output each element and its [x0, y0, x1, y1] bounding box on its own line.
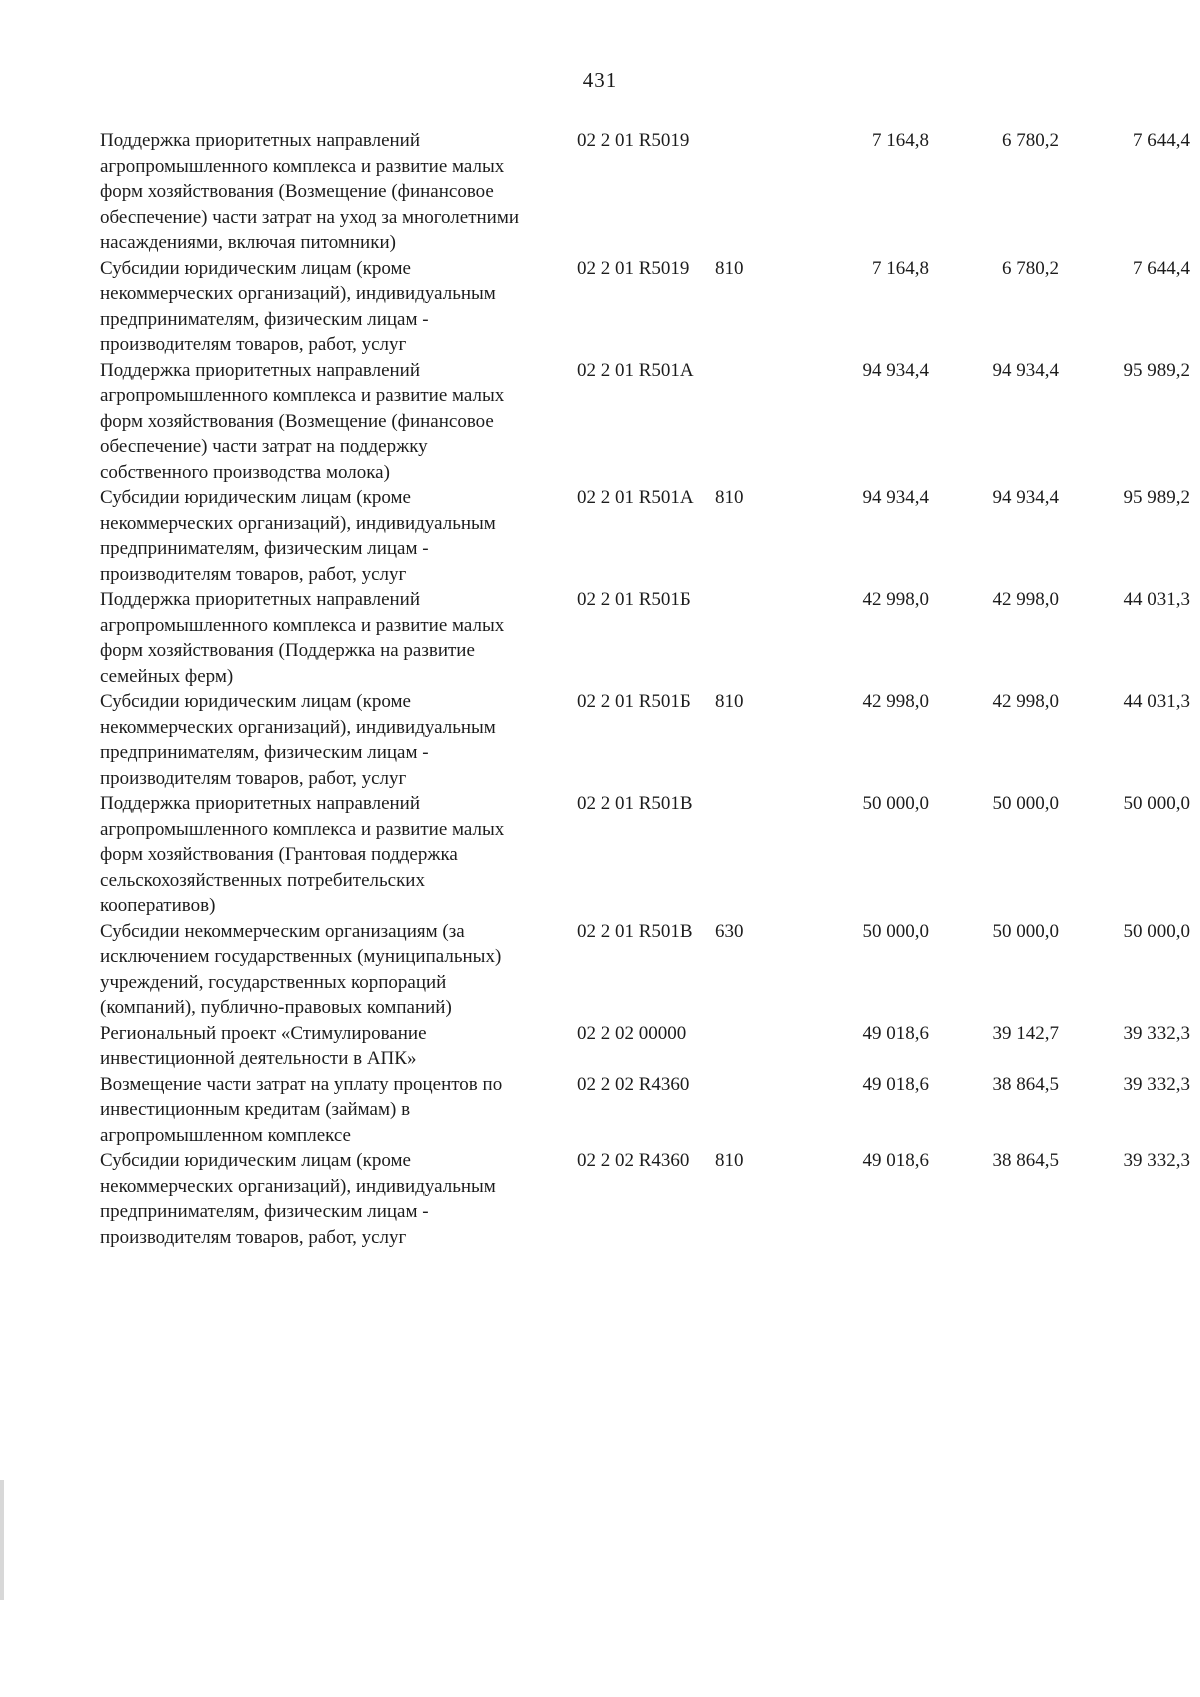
row-value-year-1: 7 164,8 [872, 130, 929, 151]
row-value-year-3: 44 031,3 [1123, 589, 1190, 610]
row-value-year-3: 50 000,0 [1123, 793, 1190, 814]
row-value-year-2: 42 998,0 [992, 589, 1059, 610]
table-row [100, 1072, 1190, 1149]
row-target-code: 02 2 01 R5019 [577, 130, 690, 151]
table-row [100, 485, 1190, 587]
row-value-year-2: 50 000,0 [992, 793, 1059, 814]
row-value-year-2: 39 142,7 [992, 1022, 1059, 1044]
row-description: Субсидии некоммерческим организациям (за исключением государственных (муниципальных) учреждений, государственных корпораций (компаний), публично-правовых компаний) [100, 920, 502, 1018]
row-description: Поддержка приоритетных направлений агропромышленного комплекса и развитие малых форм хозяйствования (Поддержка на развитие семейных ферм) [100, 589, 505, 687]
row-expense-type: 810 [715, 691, 744, 712]
row-value-year-1: 94 934,4 [862, 359, 929, 381]
row-value-year-1: 42 998,0 [862, 589, 929, 610]
row-target-code: 02 2 01 R501Б [577, 589, 691, 610]
row-value-year-2: 42 998,0 [992, 691, 1059, 712]
table-row [100, 256, 1190, 358]
row-target-code: 02 2 01 R501А [577, 359, 694, 381]
row-value-year-2: 94 934,4 [992, 487, 1059, 508]
row-description: Поддержка приоритетных направлений агропромышленного комплекса и развитие малых форм хозяйствования (Грантовая поддержка сельскохозяйственных потребительских кооперативов) [100, 793, 505, 916]
page-number: 431 [582, 68, 618, 92]
row-expense-type: 630 [715, 920, 744, 942]
row-value-year-2: 38 864,5 [992, 1073, 1059, 1095]
row-target-code: 02 2 01 R501А [577, 487, 694, 508]
row-description: Поддержка приоритетных направлений агропромышленного комплекса и развитие малых форм хозяйствования (Возмещение (финансовое обеспечение) части затрат на поддержку собственного производства молока) [100, 359, 505, 483]
table-row [100, 791, 1190, 919]
row-value-year-1: 42 998,0 [862, 691, 929, 712]
row-description: Региональный проект «Стимулирование инвестиционной деятельности в АПК» [100, 1022, 427, 1069]
row-value-year-2: 6 780,2 [1002, 130, 1059, 151]
row-expense-type: 810 [715, 257, 744, 279]
table-row [100, 1021, 1190, 1072]
row-description: Субсидии юридическим лицам (кроме некоммерческих организаций), индивидуальным предпринимателям, физическим лицам - производителям товаров, работ, услуг [100, 691, 496, 789]
table-row [100, 587, 1190, 689]
row-value-year-1: 50 000,0 [862, 920, 929, 942]
row-target-code: 02 2 01 R5019 [577, 257, 690, 279]
row-expense-type: 810 [715, 1150, 744, 1171]
row-value-year-3: 44 031,3 [1123, 691, 1190, 712]
row-value-year-3: 39 332,3 [1123, 1022, 1190, 1044]
row-target-code: 02 2 02 R4360 [577, 1150, 690, 1171]
row-value-year-3: 39 332,3 [1123, 1073, 1190, 1095]
table-row [100, 1148, 1190, 1250]
row-description: Субсидии юридическим лицам (кроме некоммерческих организаций), индивидуальным предпринимателям, физическим лицам - производителям товаров, работ, услуг [100, 1150, 496, 1248]
row-value-year-2: 50 000,0 [992, 920, 1059, 942]
row-value-year-1: 50 000,0 [862, 793, 929, 814]
row-value-year-2: 6 780,2 [1002, 257, 1059, 279]
row-target-code: 02 2 01 R501Б [577, 691, 691, 712]
row-target-code: 02 2 02 00000 [577, 1022, 687, 1044]
row-value-year-3: 7 644,4 [1133, 257, 1190, 279]
row-description: Субсидии юридическим лицам (кроме некоммерческих организаций), индивидуальным предпринимателям, физическим лицам - производителям товаров, работ, услуг [100, 257, 496, 355]
row-value-year-3: 7 644,4 [1133, 130, 1190, 151]
row-target-code: 02 2 01 R501В [577, 920, 693, 942]
table-row [100, 919, 1190, 1021]
row-value-year-2: 94 934,4 [992, 359, 1059, 381]
row-description: Субсидии юридическим лицам (кроме некоммерческих организаций), индивидуальным предпринимателям, физическим лицам - производителям товаров, работ, услуг [100, 487, 496, 585]
row-value-year-1: 7 164,8 [872, 257, 929, 279]
budget-table [100, 128, 1190, 1250]
row-value-year-1: 49 018,6 [862, 1150, 929, 1171]
row-value-year-2: 38 864,5 [992, 1150, 1059, 1171]
row-value-year-3: 95 989,2 [1123, 359, 1190, 381]
row-value-year-1: 49 018,6 [862, 1022, 929, 1044]
row-value-year-1: 94 934,4 [862, 487, 929, 508]
table-row [100, 128, 1190, 256]
row-description: Поддержка приоритетных направлений агропромышленного комплекса и развитие малых форм хозяйствования (Возмещение (финансовое обеспечение) части затрат на уход за многолетними насаждениями, включая питомники) [100, 130, 520, 253]
row-value-year-3: 95 989,2 [1123, 487, 1190, 508]
table-row [100, 358, 1190, 486]
table-row [100, 689, 1190, 791]
row-value-year-3: 39 332,3 [1123, 1150, 1190, 1171]
row-description: Возмещение части затрат на уплату процентов по инвестиционным кредитам (займам) в агропромышленном комплексе [100, 1073, 503, 1146]
row-value-year-3: 50 000,0 [1123, 920, 1190, 942]
row-target-code: 02 2 02 R4360 [577, 1073, 690, 1095]
row-target-code: 02 2 01 R501В [577, 793, 693, 814]
row-value-year-1: 49 018,6 [862, 1073, 929, 1095]
scan-edge-mark [0, 1480, 4, 1600]
row-expense-type: 810 [715, 487, 744, 508]
